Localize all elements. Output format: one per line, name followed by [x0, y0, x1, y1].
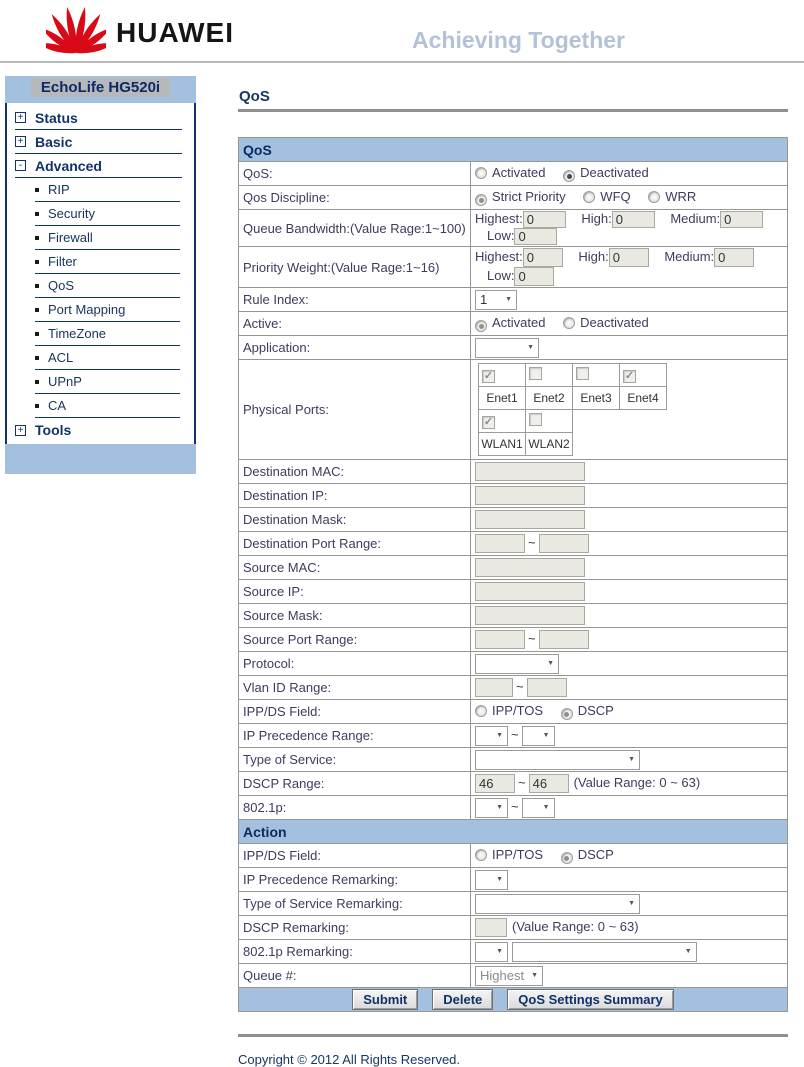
chevron-down-icon: ▼: [684, 948, 692, 956]
8021p-to-select[interactable]: [522, 798, 555, 818]
dscp-to-input[interactable]: [529, 774, 569, 793]
field-label: Low:: [487, 268, 515, 284]
main-content: [238, 84, 788, 1067]
radio-label: DSCP: [577, 846, 614, 862]
chevron-down-icon: ▼: [496, 732, 503, 740]
radio-label: IPP/TOS: [492, 702, 544, 718]
bullet-icon: [35, 308, 39, 312]
brand-wordmark: HUAWEI: [116, 17, 234, 48]
pw-medium-input[interactable]: [714, 248, 754, 267]
ip-prec-to-select[interactable]: [522, 726, 555, 746]
sidebar-item-tools[interactable]: [15, 418, 182, 442]
row-src-mask: [239, 604, 788, 628]
row-label: IP Precedence Remarking:: [239, 868, 471, 892]
bullet-icon: [35, 236, 39, 240]
expand-icon[interactable]: +: [15, 136, 26, 147]
row-label: DSCP Range:: [239, 772, 471, 796]
sidebar-item-filter[interactable]: [35, 250, 180, 274]
field-label: Highest:: [475, 249, 523, 265]
row-dest-mask: [239, 508, 788, 532]
dest-port-from-input[interactable]: [475, 534, 525, 553]
row-dest-port-range: [239, 532, 788, 556]
vlan-from-input[interactable]: [475, 678, 513, 697]
qos-deactivated-radio[interactable]: [563, 170, 575, 182]
sidebar-item-label: ACL: [48, 350, 74, 365]
chevron-down-icon: ▼: [547, 660, 554, 668]
sidebar-item-timezone[interactable]: [35, 322, 180, 346]
src-mask-input[interactable]: [475, 606, 585, 625]
collapse-icon[interactable]: -: [15, 160, 26, 171]
row-label: Type of Service Remarking:: [239, 892, 471, 916]
expand-icon[interactable]: +: [15, 112, 26, 123]
dest-port-to-input[interactable]: [539, 534, 589, 553]
sidebar-item-label: Security: [48, 206, 95, 221]
row-queue-bandwidth: [239, 210, 788, 247]
sidebar-item-label: CA: [48, 398, 67, 413]
bw-highest-input[interactable]: [523, 211, 566, 228]
row-label: IPP/DS Field:: [239, 700, 471, 724]
qos-activated-radio[interactable]: [475, 167, 487, 179]
tilde-separator: ~: [518, 775, 526, 791]
field-label: High:: [581, 211, 612, 226]
dest-ip-input[interactable]: [475, 486, 585, 505]
8021p-from-select[interactable]: [475, 798, 508, 818]
physical-ports-table: [478, 363, 667, 456]
row-label: Queue Bandwidth:(Value Rage:1~100): [239, 210, 471, 247]
radio-label: DSCP: [577, 702, 614, 718]
radio-label: IPP/TOS: [492, 846, 544, 862]
sidebar-item-label: Tools: [35, 422, 72, 438]
active-deactivated-radio[interactable]: [563, 317, 575, 329]
row-qos-discipline: [239, 186, 788, 210]
row-dest-ip: [239, 484, 788, 508]
row-label: QoS:: [239, 162, 471, 186]
sidebar: [5, 76, 196, 474]
row-label: 802.1p Remarking:: [239, 940, 471, 964]
field-label: High:: [578, 249, 609, 265]
chevron-down-icon: ▼: [628, 756, 635, 764]
row-label: IPP/DS Field:: [239, 844, 471, 868]
expand-icon[interactable]: +: [15, 425, 26, 436]
radio-label: Strict Priority: [492, 188, 566, 204]
8021p-remark-select[interactable]: [475, 942, 508, 962]
row-ippds-field: [239, 700, 788, 724]
active-activated-radio[interactable]: [475, 320, 487, 332]
row-ip-precedence-range: [239, 724, 788, 748]
row-label: DSCP Remarking:: [239, 916, 471, 940]
row-dest-mac: [239, 460, 788, 484]
field-label: Medium:: [664, 249, 715, 265]
field-label: Highest:: [475, 211, 523, 226]
pw-high-input[interactable]: [609, 248, 649, 267]
row-rule-index: [239, 288, 788, 312]
radio-label: Deactivated: [580, 314, 649, 330]
sidebar-item-label: Filter: [48, 254, 77, 269]
select-value: 1: [480, 292, 488, 308]
bw-high-input[interactable]: [612, 211, 655, 228]
tilde-separator: ~: [516, 679, 524, 695]
bullet-icon: [35, 380, 39, 384]
application-select[interactable]: [475, 338, 539, 358]
row-active: [239, 312, 788, 336]
field-label: Medium:: [670, 211, 721, 226]
row-label: Source IP:: [239, 580, 471, 604]
bw-medium-input[interactable]: [720, 211, 763, 228]
8021p-remark-wide-select[interactable]: [512, 942, 697, 962]
bullet-icon: [35, 284, 39, 288]
ip-prec-remark-select[interactable]: [475, 870, 508, 890]
row-dscp-range: [239, 772, 788, 796]
row-label: Source Port Range:: [239, 628, 471, 652]
tilde-separator: ~: [528, 535, 536, 551]
row-qos: [239, 162, 788, 186]
dscp-radio[interactable]: [561, 708, 573, 720]
nav-tree: [5, 103, 196, 444]
port-label: WLAN2: [526, 433, 573, 456]
bullet-icon: [35, 332, 39, 336]
sidebar-item-label: Status: [35, 109, 78, 126]
wlan1-checkbox[interactable]: [482, 416, 495, 429]
sidebar-item-label: TimeZone: [48, 326, 107, 341]
chevron-down-icon: ▼: [527, 344, 534, 352]
row-label: Destination Mask:: [239, 508, 471, 532]
row-type-of-service: [239, 748, 788, 772]
row-label: Rule Index:: [239, 288, 471, 312]
chevron-down-icon: ▼: [542, 732, 550, 740]
chevron-down-icon: ▼: [628, 900, 635, 908]
sidebar-item-label: Port Mapping: [48, 302, 126, 317]
value-range-note: (Value Range: 0 ~ 63): [512, 919, 639, 935]
radio-label: WFQ: [600, 188, 631, 204]
sidebar-item-label: Basic: [35, 133, 73, 150]
row-label: Physical Ports:: [239, 360, 471, 460]
tilde-separator: ~: [511, 727, 519, 743]
vlan-to-input[interactable]: [527, 678, 567, 697]
field-label: Low:: [487, 228, 515, 244]
tilde-separator: ~: [528, 631, 536, 647]
enet-checkbox-row: [479, 364, 667, 387]
dscp-from-input[interactable]: [475, 774, 515, 793]
wrr-radio[interactable]: [648, 191, 660, 203]
section-header-action: Action: [239, 820, 788, 844]
enet3-checkbox[interactable]: [576, 367, 589, 380]
queue-select[interactable]: [475, 966, 543, 986]
footer-divider: [238, 1034, 788, 1037]
sidebar-item-status[interactable]: [15, 106, 182, 130]
row-label: IP Precedence Range:: [239, 724, 471, 748]
sidebar-item-ca[interactable]: [35, 394, 180, 418]
enet2-checkbox[interactable]: [529, 367, 542, 380]
sidebar-item-label: RIP: [48, 182, 70, 197]
section-header-qos: QoS: [239, 138, 788, 162]
chevron-down-icon: ▼: [496, 876, 503, 884]
sidebar-item-port-mapping[interactable]: [35, 298, 180, 322]
row-label: Qos Discipline:: [239, 186, 471, 210]
sidebar-item-basic[interactable]: [15, 130, 182, 154]
bullet-icon: [35, 212, 39, 216]
wlan-checkbox-row: [479, 410, 667, 433]
row-action-ippds: [239, 844, 788, 868]
value-range-note: (Value Range: 0 ~ 63): [573, 775, 701, 791]
chevron-down-icon: ▼: [542, 804, 550, 812]
protocol-select[interactable]: [475, 654, 559, 674]
sidebar-item-label: Firewall: [48, 230, 93, 245]
row-priority-weight: [239, 247, 788, 288]
row-physical-ports: [239, 360, 788, 460]
sidebar-item-label: UPnP: [48, 374, 82, 389]
pw-low-input[interactable]: [514, 267, 554, 286]
chevron-down-icon: ▼: [496, 948, 503, 956]
action-ipptos-radio[interactable]: [475, 849, 487, 861]
sidebar-item-rip[interactable]: [35, 178, 180, 202]
row-label: Protocol:: [239, 652, 471, 676]
device-title-label: EchoLife HG520i: [31, 78, 170, 97]
enet4-checkbox[interactable]: [623, 370, 636, 383]
ipptos-radio[interactable]: [475, 705, 487, 717]
qos-settings-summary-button[interactable]: QoS Settings Summary: [507, 989, 673, 1010]
row-8021p-remarking: [239, 940, 788, 964]
bullet-icon: [35, 188, 39, 192]
sidebar-item-acl[interactable]: [35, 346, 180, 370]
dest-mac-input[interactable]: [475, 462, 585, 481]
bullet-icon: [35, 356, 39, 360]
bullet-icon: [35, 404, 39, 408]
sidebar-item-label: QoS: [48, 278, 75, 293]
row-label: 802.1p:: [239, 796, 471, 820]
row-label: Source MAC:: [239, 556, 471, 580]
sidebar-item-label: Advanced: [35, 157, 102, 174]
tos-select[interactable]: [475, 750, 640, 770]
ip-prec-from-select[interactable]: [475, 726, 508, 746]
enet-label-row: [479, 387, 667, 410]
strict-priority-radio[interactable]: [475, 194, 487, 206]
dest-mask-input[interactable]: [475, 510, 585, 529]
row-label: Source Mask:: [239, 604, 471, 628]
port-label: Enet3: [573, 387, 620, 410]
sidebar-item-firewall[interactable]: [35, 226, 180, 250]
enet1-checkbox[interactable]: [482, 370, 495, 383]
tilde-separator: ~: [511, 799, 519, 815]
sidebar-item-upnp[interactable]: [35, 370, 180, 394]
bullet-icon: [35, 260, 39, 264]
title-divider: [238, 109, 788, 112]
row-8021p: [239, 796, 788, 820]
radio-label: Activated: [492, 164, 546, 180]
copyright-text: Copyright © 2012 All Rights Reserved.: [238, 1052, 461, 1067]
bw-low-input[interactable]: [514, 228, 557, 245]
sidebar-item-security[interactable]: [35, 202, 180, 226]
row-label: Vlan ID Range:: [239, 676, 471, 700]
wfq-radio[interactable]: [583, 191, 595, 203]
brand-slogan: Achieving Together: [412, 27, 625, 53]
rule-index-select[interactable]: [475, 290, 517, 310]
row-label: Application:: [239, 336, 471, 360]
pw-highest-input[interactable]: [523, 248, 563, 267]
qos-form-table: [238, 137, 788, 1012]
row-label: Priority Weight:(Value Rage:1~16): [239, 247, 471, 288]
page-title: QoS: [239, 88, 270, 105]
row-application: [239, 336, 788, 360]
chevron-down-icon: ▼: [505, 296, 512, 304]
row-label: Destination MAC:: [239, 460, 471, 484]
page-header: [0, 0, 804, 63]
wlan-label-row: [479, 433, 667, 456]
row-protocol: [239, 652, 788, 676]
row-ip-precedence-remarking: [239, 868, 788, 892]
delete-button[interactable]: Delete: [432, 989, 493, 1010]
radio-label: Activated: [492, 314, 546, 330]
row-src-mac: [239, 556, 788, 580]
row-label: Active:: [239, 312, 471, 336]
src-port-from-input[interactable]: [475, 630, 525, 649]
port-label: Enet2: [526, 387, 573, 410]
wlan2-checkbox[interactable]: [529, 413, 542, 426]
sidebar-item-qos[interactable]: [35, 274, 180, 298]
row-label: Type of Service:: [239, 748, 471, 772]
radio-label: Deactivated: [580, 164, 649, 180]
radio-label: WRR: [665, 188, 697, 204]
row-src-port-range: [239, 628, 788, 652]
port-label: Enet1: [479, 387, 526, 410]
row-label: Destination Port Range:: [239, 532, 471, 556]
select-value: Highest: [480, 968, 525, 984]
row-tos-remarking: [239, 892, 788, 916]
src-ip-input[interactable]: [475, 582, 585, 601]
sidebar-item-advanced[interactable]: [15, 154, 182, 178]
row-dscp-remarking: [239, 916, 788, 940]
huawei-logo-icon: [46, 5, 106, 55]
port-label: WLAN1: [479, 433, 526, 456]
row-label: Queue #:: [239, 964, 471, 988]
src-mac-input[interactable]: [475, 558, 585, 577]
row-vlan-range: [239, 676, 788, 700]
dscp-remark-input[interactable]: [475, 918, 507, 937]
sidebar-footer-strip: [5, 444, 196, 474]
src-port-to-input[interactable]: [539, 630, 589, 649]
tos-remark-select[interactable]: [475, 894, 640, 914]
row-queue-number: [239, 964, 788, 988]
submit-button[interactable]: Submit: [352, 989, 418, 1010]
row-label: Destination IP:: [239, 484, 471, 508]
port-label: Enet4: [620, 387, 667, 410]
row-buttons: [239, 988, 788, 1012]
chevron-down-icon: ▼: [496, 804, 503, 812]
device-title: [5, 76, 196, 103]
row-src-ip: [239, 580, 788, 604]
action-dscp-radio[interactable]: [561, 852, 573, 864]
chevron-down-icon: ▼: [531, 972, 538, 980]
